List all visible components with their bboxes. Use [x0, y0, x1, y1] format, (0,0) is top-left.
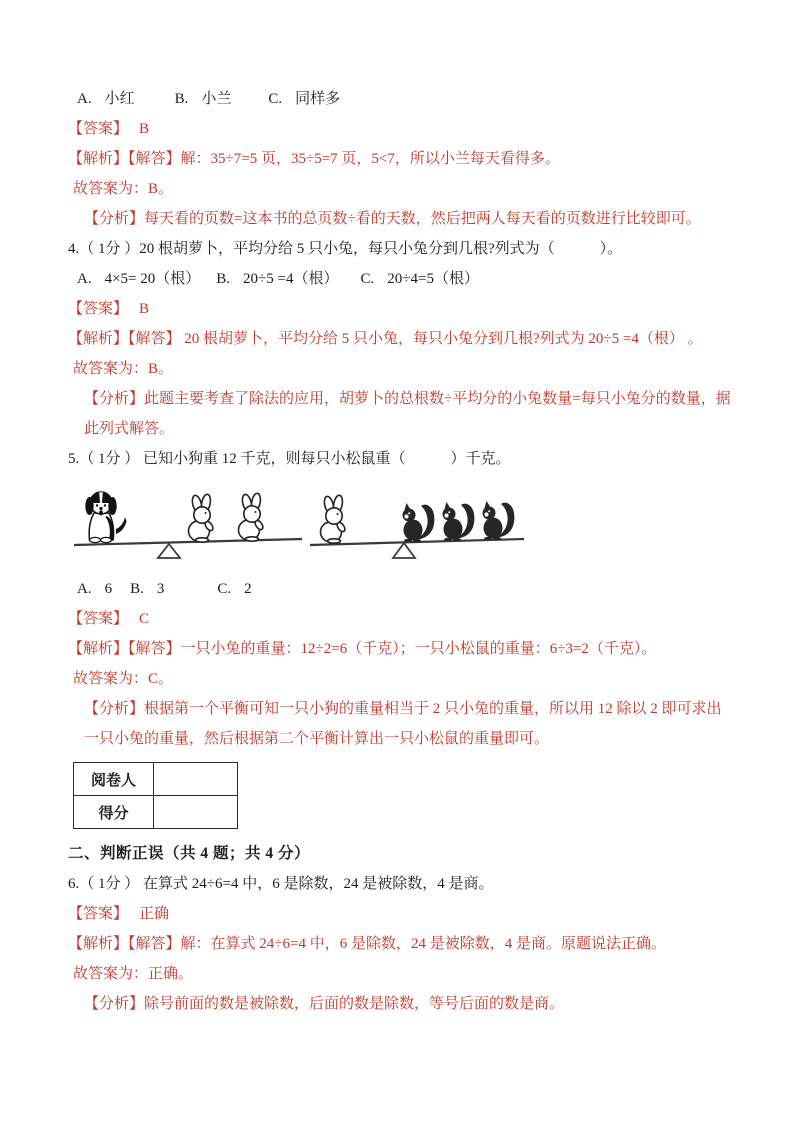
balance-figure: [72, 480, 735, 568]
jiexi-text: 解：35÷7=5 页，35÷5=7 页，5<7，所以小兰每天看得多。: [180, 151, 560, 167]
option-text: 20÷5 =4（根）: [243, 271, 339, 287]
q4-option-c: [360, 264, 478, 294]
q4-jiexi-line: [68, 324, 735, 354]
seesaw-right: [310, 495, 524, 558]
fenxi-tag: 【分析】: [84, 996, 145, 1012]
answer-tag: 【答案】: [68, 301, 129, 317]
seesaw-left: [74, 492, 302, 558]
fenxi-tag: 【分析】: [84, 211, 145, 227]
q4-fenxi-line: [68, 384, 735, 444]
q5-option-a: [77, 574, 112, 604]
answer-value: B: [139, 301, 150, 317]
q4-stem: 4.（ 1分 ）20 根胡萝卜，平均分给 5 只小兔，每只小兔分到几根?列式为（ ）。: [68, 241, 623, 257]
score-table: [73, 762, 238, 829]
fenxi-tag: 【分析】: [84, 391, 145, 407]
answer-value: 正确: [139, 906, 170, 922]
reviewer-value-cell: [154, 763, 238, 796]
q3-gu-line: 故答案为：B。: [73, 181, 174, 197]
q3-options-row: [68, 84, 735, 114]
q4-option-b: [216, 264, 338, 294]
option-label: C.: [217, 581, 232, 597]
q5-option-b: [130, 574, 164, 604]
q4-gu-line: 故答案为：B。: [73, 361, 174, 377]
fenxi-text: 每天看的页数=这本书的总页数÷看的天数，然后把两人每天看的页数进行比较即可。: [144, 211, 701, 227]
option-text: 4×5= 20（根）: [104, 271, 201, 287]
reviewer-label-cell: 阅卷人: [74, 763, 154, 796]
q5-answer-line: [68, 604, 735, 634]
jiexi-text: 一只小兔的重量：12÷2=6（千克）；一只小松鼠的重量：6÷3=2（千克）。: [180, 641, 657, 657]
q4-option-a: [77, 264, 200, 294]
rabbit-icon: [189, 494, 215, 543]
option-label: B.: [216, 271, 231, 287]
option-text: 2: [244, 581, 252, 597]
squirrel-icon: [403, 503, 435, 542]
answer-tag: 【答案】: [68, 121, 129, 137]
fulcrum-icon: [158, 544, 180, 558]
option-text: 小兰: [201, 91, 232, 107]
balance-figure-svg: [72, 480, 532, 568]
score-table-row: [74, 796, 238, 829]
answer-tag: 【答案】: [68, 906, 129, 922]
option-text: 3: [156, 581, 165, 597]
dog-icon: [85, 492, 126, 543]
option-label: B.: [130, 581, 144, 597]
q5-fenxi-line: [68, 694, 735, 754]
section-title: 二、判断正误（共 4 题；共 4 分）: [68, 845, 311, 862]
score-table-row: [74, 763, 238, 796]
fenxi-text: 根据第一个平衡可知一只小狗的重量相当于 2 只小兔的重量，所以用 12 除以 2 即可求出一只小兔的重量，然后根据第二个平衡计算出一只小松鼠的重量即可。: [84, 701, 722, 747]
q5-stem: 5.（ 1分 ） 已知小狗重 12 千克，则每只小松鼠重（ ）千克。: [68, 451, 511, 467]
option-text: 6: [104, 581, 113, 597]
option-text: 20÷4=5（根）: [387, 271, 479, 287]
fenxi-text: 此题主要考查了除法的应用，胡萝卜的总根数÷平均分的小兔数量=每只小兔分的数量，据此列式解答。: [84, 391, 731, 437]
q3-option-a: [77, 84, 135, 114]
score-label-cell: 得分: [74, 796, 154, 829]
fenxi-text: 除号前面的数是被除数，后面的数是除数，等号后面的数是商。: [144, 996, 565, 1012]
q5-gu-line: 故答案为：C。: [73, 671, 174, 687]
q3-fenxi-line: [68, 204, 735, 234]
option-label: A.: [77, 91, 92, 107]
q5-options-row: [68, 574, 735, 604]
squirrel-icon: [483, 501, 515, 540]
option-text: 小红: [104, 91, 135, 107]
q6-fenxi-line: [68, 989, 735, 1019]
q5-option-c: [217, 574, 251, 604]
q4-options-row: [68, 264, 735, 294]
jiexi-text: 20 根胡萝卜，平均分给 5 只小兔，每只小兔分到几根?列式为 20÷5 =4（根） 。: [180, 331, 703, 347]
rabbit-icon: [321, 495, 347, 544]
q3-answer-line: [68, 114, 735, 144]
q6-answer-line: [68, 899, 735, 929]
jiexi-tag: 【解析】【解答】: [68, 151, 181, 167]
q6-jiexi-line: [68, 929, 735, 959]
rabbit-icon: [239, 493, 265, 542]
jiexi-tag: 【解析】【解答】: [68, 936, 181, 952]
jiexi-tag: 【解析】【解答】: [68, 331, 181, 347]
fulcrum-icon: [393, 543, 415, 558]
option-label: A.: [77, 271, 92, 287]
jiexi-text: 解：在算式 24÷6=4 中，6 是除数，24 是被除数，4 是商。原题说法正确。: [180, 936, 666, 952]
option-label: C.: [360, 271, 375, 287]
option-label: B.: [174, 91, 189, 107]
q3-jiexi-line: [68, 144, 735, 174]
option-label: A.: [77, 581, 92, 597]
score-value-cell: [154, 796, 238, 829]
q3-option-c: [268, 84, 340, 114]
q5-jiexi-line: [68, 634, 735, 664]
option-label: C.: [268, 91, 283, 107]
squirrel-icon: [443, 502, 475, 541]
q6-stem: 6.（ 1分 ） 在算式 24÷6=4 中，6 是除数，24 是被除数，4 是商。: [68, 876, 494, 892]
jiexi-tag: 【解析】【解答】: [68, 641, 181, 657]
q6-gu-line: 故答案为：正确。: [73, 966, 194, 982]
option-text: 同样多: [295, 91, 341, 107]
answer-value: C: [139, 611, 150, 627]
q3-option-b: [175, 84, 232, 114]
q4-answer-line: [68, 294, 735, 324]
answer-value: B: [139, 121, 150, 137]
fenxi-tag: 【分析】: [84, 701, 145, 717]
answer-tag: 【答案】: [68, 611, 129, 627]
